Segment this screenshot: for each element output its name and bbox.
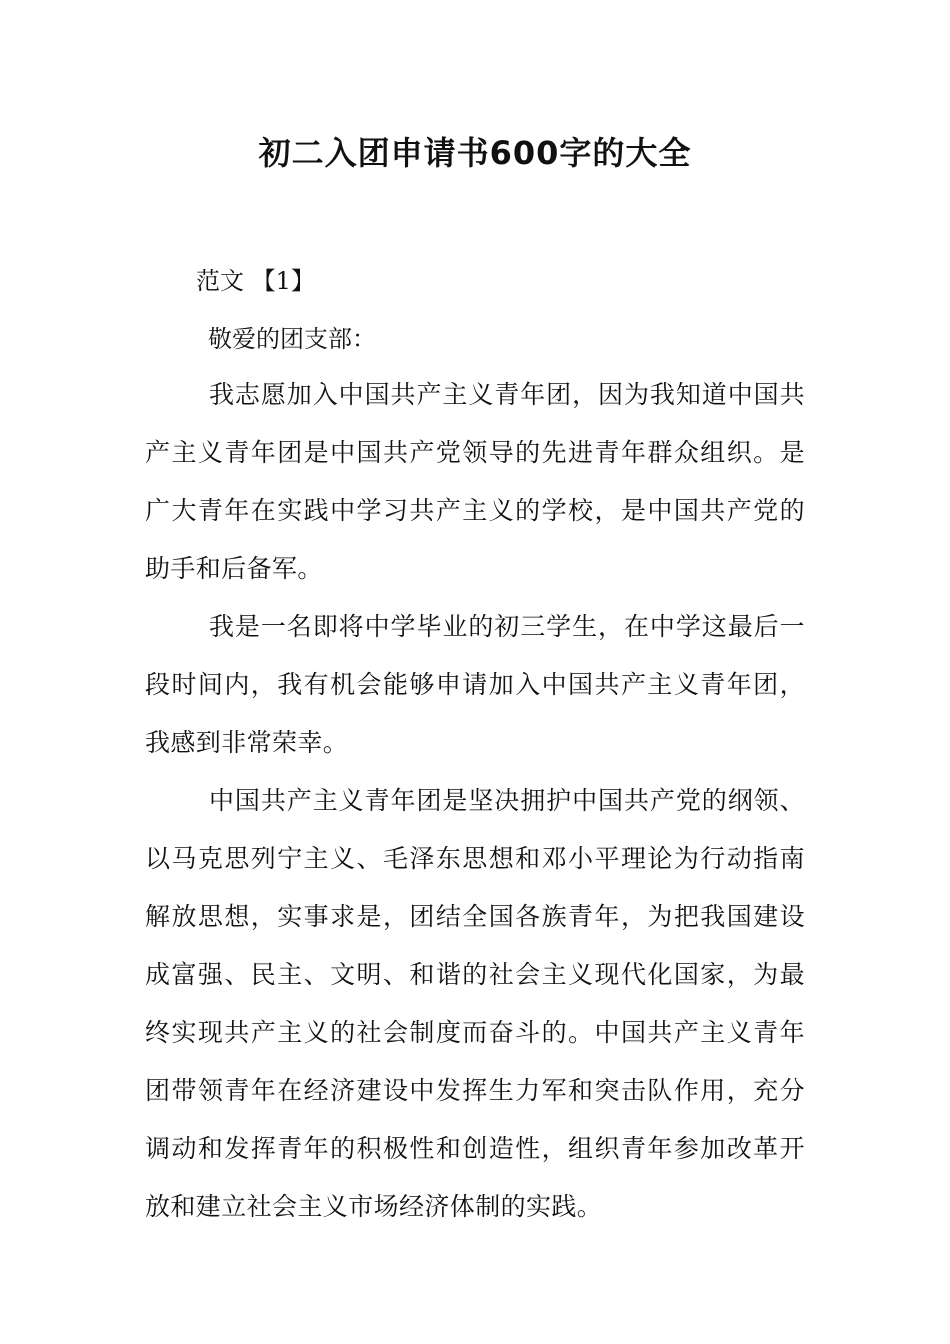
- paragraph: 我志愿加入中国共产主义青年团，因为我知道中国共产主义青年团是中国共产党领导的先进青年群众组织。是广大青年在实践中学习共产主义的学校，是中国共产党的助手和后备军。: [145, 380, 805, 583]
- document-title: 初二入团申请书600字的大全: [258, 134, 692, 172]
- paragraph: 我是一名即将中学毕业的初三学生，在中学这最后一段时间内，我有机会能够申请加入中国共产主义青年团，我感到非常荣幸。: [145, 612, 805, 757]
- section-label: 范文 【1】: [196, 267, 315, 295]
- paragraph: 中国共产主义青年团是坚决拥护中国共产党的纲领、以马克思列宁主义、毛泽东思想和邓小平理论为行动指南解放思想，实事求是，团结全国各族青年，为把我国建设成富强、民主、文明、和谐的社会主义现代化国家，为最终实现共产主义的社会制度而奋斗的。中国共产主义青年团带领青年在经济建设中发挥生力军和突击队作用，充分调动和发挥青年的积极性和创造性，组织青年参加改革开放和建立社会主义市场经济体制的实践。: [145, 786, 805, 1221]
- salutation: 敬爱的团支部：: [208, 325, 376, 353]
